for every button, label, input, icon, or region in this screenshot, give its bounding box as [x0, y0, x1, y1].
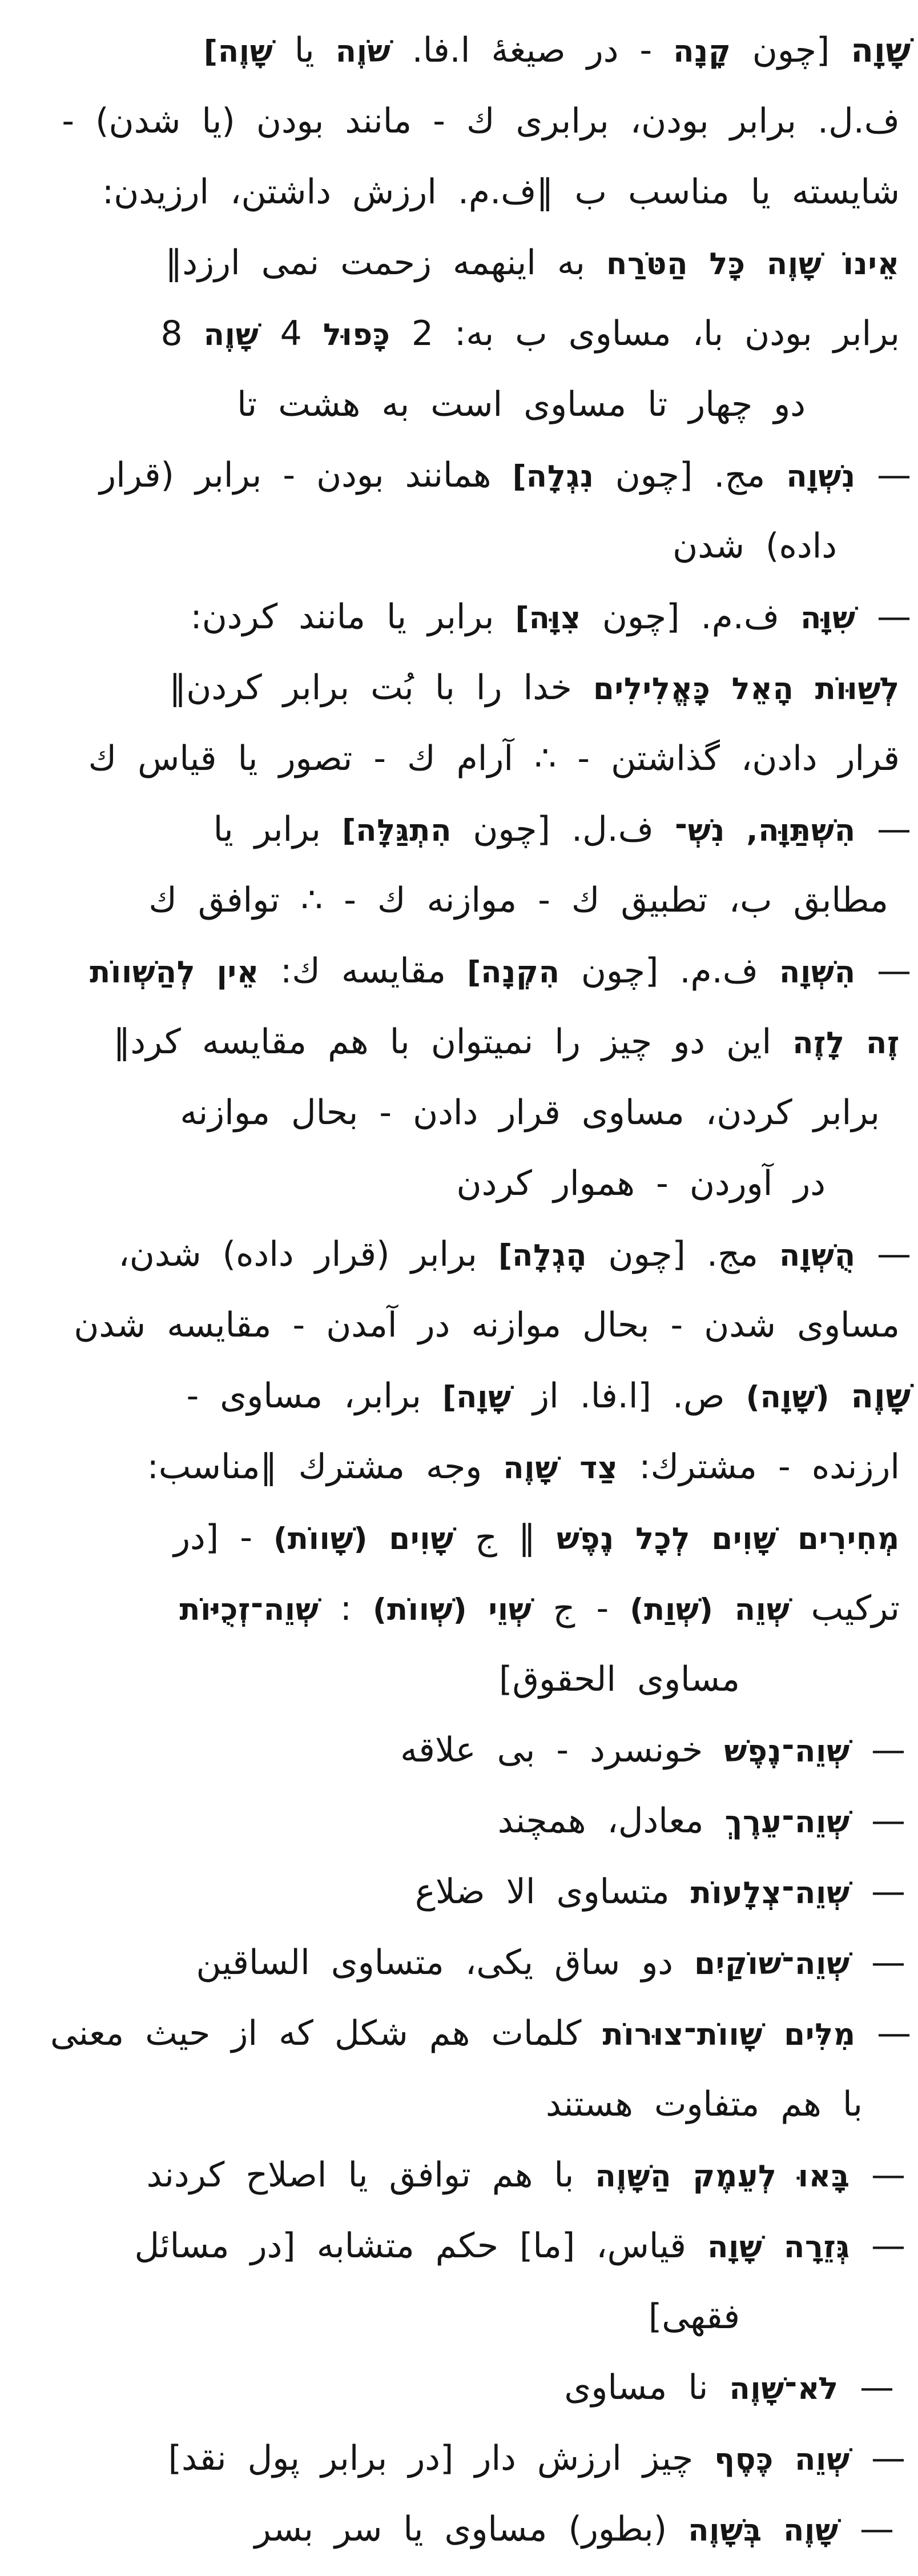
hebrew-term: לְעֵמֶק [692, 2159, 777, 2194]
hebrew-term: הָאֵל [731, 672, 794, 707]
hebrew-term: (שְׁוַת) [630, 1592, 714, 1627]
text-line: ف.ل. برابر بودن، برابرى ك - مانند بودن (يا شدن) - [62, 101, 900, 141]
text-line: — לֹא־שָׁוֶה نا مساوى [564, 2368, 894, 2408]
text-line: برابر كردن، مساوى قرار دادن - بحال موازنه [180, 1093, 880, 1133]
text-line: — שְׁוֵה־שׁוֹקַיִם دو ساق يكى، متساوى الساقين [196, 1943, 905, 1983]
hebrew-term: הַשָּׁוֶה [595, 2159, 672, 2194]
text-line: — בָּאוּ לְעֵמֶק הַשָּׁוֶה با هم توافق يا اصلاح كردند [146, 2155, 905, 2195]
hebrew-term: גְּזֵרָה [783, 2230, 850, 2265]
text-line: شايسته يا مناسب ب ‖ف.م. ارزش داشتن، ارزيدن: [102, 172, 900, 212]
hebrew-term: נִשְׁוָה [786, 459, 856, 494]
hebrew-term: לָזֶה [792, 1026, 845, 1061]
text-line: לְשַׁוּוֹת הָאֵל כָּאֱלִילִים خدا را با بُت برابر كردن‖ [169, 668, 900, 708]
hebrew-term: הָגְלָה] [498, 1238, 587, 1273]
text-line: — שְׁוֵה־עֵרֶךְ معادل، همچند [497, 1801, 905, 1841]
hebrew-term: כֶּסֶף [714, 2442, 774, 2477]
hebrew-term: שִׁוָּה [800, 601, 856, 636]
text-line: در آوردن - هموار كردن [456, 1163, 826, 1203]
hebrew-term: אֵין [216, 955, 260, 990]
hebrew-term: מְחִירִים [798, 1522, 900, 1556]
page-text [5, 15, 911, 2565]
text-line: — נִשְׁוָה مج. [چون נִגְלָה] همانند بودن - برابر (قرار [99, 455, 911, 495]
hebrew-term: שָׁוָה [851, 31, 911, 70]
hebrew-term: כָּל [709, 247, 746, 282]
hebrew-term: שְׁוֵי [488, 1592, 532, 1627]
hebrew-term: בָּאוּ [798, 2159, 850, 2194]
text-line: برابر بودن با، مساوى ب به: 2 כָּפוּל 4 שָׁוֶה 8 [160, 314, 900, 354]
text-line: — שְׁוֵה כֶּסֶף چيز ارزش دار [در برابر پول نقد] [168, 2438, 905, 2478]
hebrew-term: קָנָה [673, 34, 731, 69]
hebrew-term: שְׁוֵה־זְכֻיּוֹת [179, 1592, 319, 1627]
text-line: ارزنده - مشترك: צַד שָׁוֶה وجه مشترك ‖مناسب: [147, 1447, 900, 1487]
text-line: — שִׁוָּה ف.م. [چون צִוָּה] برابر يا مانند كردن: [190, 597, 911, 637]
hebrew-term: שָׁוֶה [766, 247, 822, 282]
text-line: تركيب שְׁוֵה (שְׁוַת) - ج שְׁוֵי (שְׁווֹת) : שְׁוֵה־זְכֻיּוֹת [179, 1588, 900, 1628]
hebrew-term: שְׁוֵה־צְלָעוֹת [690, 1876, 850, 1911]
hebrew-term: שֹׁוֶה [335, 34, 391, 69]
hebrew-term: כָּאֱלִילִים [593, 672, 711, 707]
entry-headword-line: שָׁוָה [چون קָנָה - در صيغهٔ ا.فا. שֹׁוֶה يا שָׁוֶה] [203, 30, 911, 70]
hebrew-term: אֵינוֹ [843, 247, 900, 282]
hebrew-term: לְכָל [635, 1522, 691, 1556]
hebrew-term: (שְׁווֹת) [373, 1592, 468, 1627]
hebrew-term: שָׁוִים [711, 1522, 777, 1556]
text-line: — גְּזֵרָה שָׁוָה قياس، [ما] حكم متشابه [در مسائل [134, 2226, 905, 2266]
hebrew-term: שָׁוֶה] [203, 34, 273, 69]
hebrew-term: נִגְלָה] [512, 459, 594, 494]
hebrew-term: (שָׁווֹת) [273, 1522, 368, 1556]
hebrew-term: שָׁוֶה [851, 1377, 911, 1415]
text-line: — מִלִּים שָׁווֹת־צוּרוֹת كلمات هم شكل كه از حيث معنى [50, 2013, 911, 2053]
hebrew-term: שָׁוִים [389, 1522, 454, 1556]
text-line: — שָׁוֶה בְּשָׁוֶה (بطور) مساوى يا سر بسر [254, 2509, 894, 2549]
hebrew-term: הִשְׁתַּוָּה, [746, 813, 856, 848]
text-line: אֵינוֹ שָׁוֶה כָּל הַטֹּרַח به اينهمه زحمت نمى ارزد‖ [165, 243, 900, 283]
text-line: مطابق ب، تطبيق ك - موازنه ك - ∴ توافق ك [148, 880, 888, 920]
text-line: مساوى شدن - بحال موازنه در آمدن - مقايسه شدن [74, 1305, 900, 1345]
hebrew-term: הִתְגַּלָּה] [342, 813, 452, 848]
text-line: فقهى] [648, 2297, 740, 2337]
hebrew-term: שְׁוֵה־שׁוֹקַיִם [694, 1947, 850, 1981]
text-line: قرار دادن، گذاشتن - ∴ آرام ك - تصور يا قياس ك [88, 739, 900, 779]
text-line: با هم متفاوت هستند [546, 2084, 863, 2124]
hebrew-term: שְׁוֵה [734, 1592, 790, 1627]
text-line: זֶה לָזֶה اين دو چيز را نميتوان با هم مقايسه كرد‖ [113, 1022, 900, 1062]
text-line: داده) شدن [673, 526, 837, 566]
hebrew-term: לְשַׁוּוֹת [815, 672, 900, 707]
hebrew-term: שָׁוֶה [203, 318, 259, 352]
hebrew-term: בְּשָׁוֶה [688, 2513, 763, 2548]
hebrew-term: שְׁוֵה־נֶפֶשׁ [724, 1734, 850, 1769]
hebrew-term: שָׁוָה [707, 2230, 763, 2265]
hebrew-term: צִוָּה] [515, 601, 581, 636]
hebrew-term: הַטֹּרַח [606, 247, 688, 282]
hebrew-term: לְהַשְׁווֹת [90, 955, 196, 990]
hebrew-term: לֹא־שָׁוֶה [729, 2372, 839, 2406]
hebrew-term: הֻשְׁוָה [779, 1238, 856, 1273]
hebrew-term: שָׁוֶה [503, 1451, 559, 1486]
hebrew-term: הִשְׁוָה [779, 955, 856, 990]
hebrew-term: מִלִּים [784, 2017, 856, 2052]
hebrew-term: שְׁוֵה־עֵרֶךְ [724, 1805, 850, 1840]
text-line: — שְׁוֵה־צְלָעוֹת متساوى الا ضلاع [415, 1872, 905, 1912]
text-line: — הִשְׁתַּוָּה, נִשְׁ־ ف.ل. [چون הִתְגַּלָּה] برابر يا [213, 809, 911, 849]
text-line: — שְׁוֵה־נֶפֶשׁ خونسرد - بى علاقه [400, 1730, 905, 1770]
hebrew-term: (שָׁוָה) [746, 1380, 830, 1415]
hebrew-term: שְׁוֵה [795, 2442, 850, 2477]
entry-headword-line: שָׁוֶה (שָׁוָה) ص. [ا.فا. از שָׁוָה] برابر، مساوى - [186, 1376, 911, 1416]
hebrew-term: כָּפוּל [323, 318, 390, 352]
hebrew-term: צַד [579, 1451, 618, 1486]
hebrew-term: שָׁווֹת־צוּרוֹת [602, 2017, 763, 2052]
hebrew-term: שָׁוֶה [783, 2513, 839, 2548]
text-line: مساوى الحقوق] [499, 1659, 740, 1699]
hebrew-term: שָׁוָה] [442, 1380, 512, 1415]
hebrew-term: הִקְנָה] [467, 955, 560, 990]
text-line: מְחִירִים שָׁוִים לְכָל נֶפֶשׁ ‖ ج שָׁוִים (שָׁווֹת) - [در [174, 1518, 900, 1558]
text-line: دو چهار تا مساوى است به هشت تا [237, 384, 806, 424]
text-line: — הִשְׁוָה ف.م. [چون הִקְנָה] مقايسه ك: אֵין לְהַשְׁווֹת [90, 951, 911, 991]
hebrew-term: זֶה [866, 1026, 900, 1061]
hebrew-term: נֶפֶשׁ [557, 1522, 615, 1556]
text-line: — הֻשְׁוָה مج. [چون הָגְלָה] برابر (قرار داده) شدن، [118, 1234, 911, 1274]
hebrew-term: נִשְׁ־ [675, 813, 726, 848]
